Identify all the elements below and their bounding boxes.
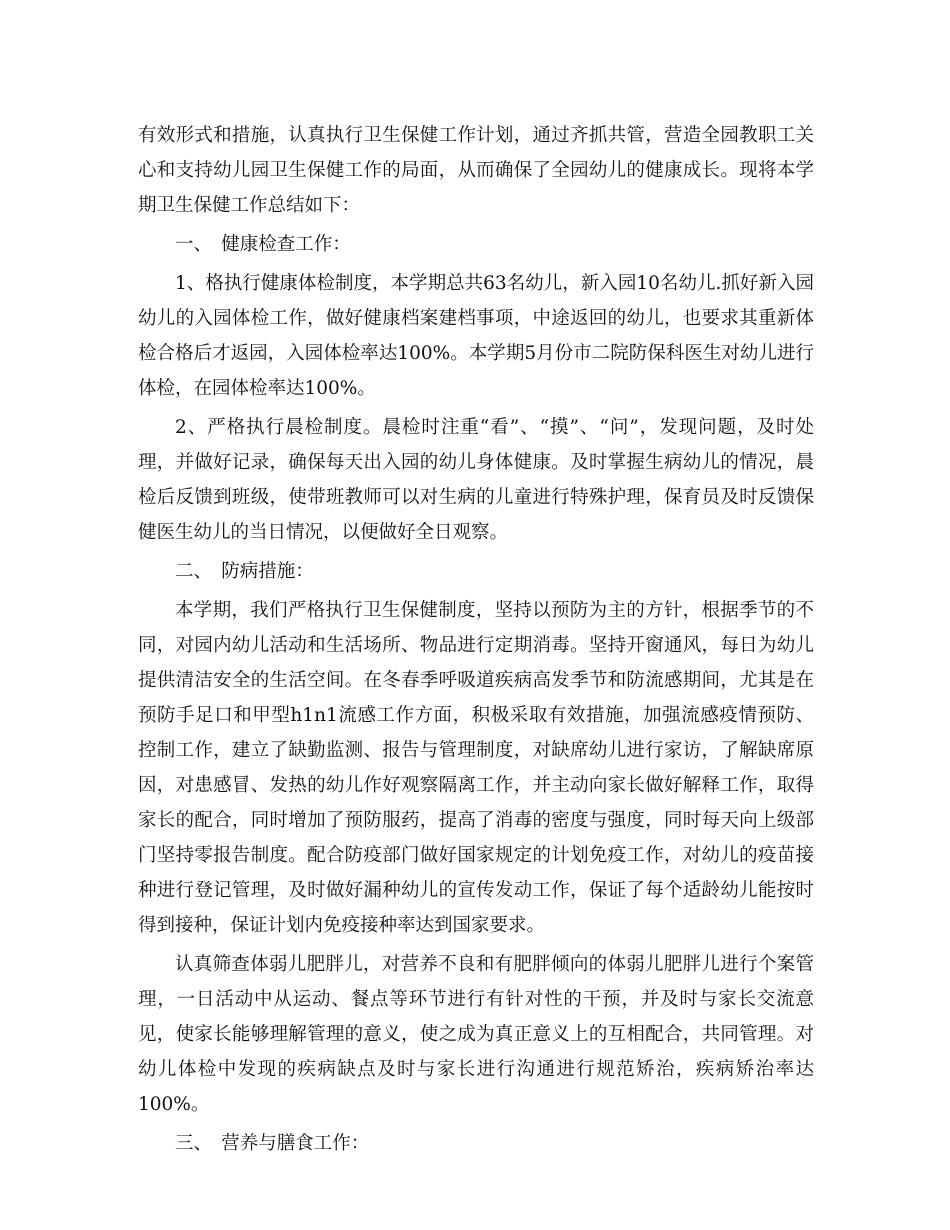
paragraph-morning-check: 2、严格执行晨检制度。晨检时注重“看”、“摸”、“问”，发现问题，及时处理，并做好记录，确保每天出入园的幼儿身体健康。及时掌握生病幼儿的情况，晨检后反馈到班级，使带班教师可以对生病的儿童进行特殊护理，保育员及时反馈保健医生幼儿的当日情况，以便做好全日观察。 — [138, 417, 814, 543]
paragraph-physical-exam: 1、格执行健康体检制度，本学期总共63名幼儿，新入园10名幼儿.抓好新入园幼儿的入园体检工作，做好健康档案建档事项，中途返回的幼儿，也要求其重新体检合格后才返园，入园体检率达100%。本学期5月份市二院防保科医生对幼儿进行体检，在园体检率达100%。 — [138, 273, 814, 399]
intro-paragraph: 有效形式和措施，认真执行卫生保健工作计划，通过齐抓共管，营造全园教职工关心和支持幼儿园卫生保健工作的局面，从而确保了全园幼儿的健康成长。现将本学期卫生保健工作总结如下： — [138, 125, 814, 216]
section-heading-disease-prevention: 二、 防病措施： — [175, 561, 314, 582]
section-heading-nutrition: 三、 营养与膳食工作： — [175, 1133, 370, 1154]
section-heading-health-check: 一、 健康检查工作： — [175, 234, 351, 255]
paragraph-prevention-measures: 本学期，我们严格执行卫生保健制度，坚持以预防为主的方针，根据季节的不同，对园内幼儿活动和生活场所、物品进行定期消毒。坚持开窗通风，每日为幼儿提供清洁安全的生活空间。在冬春季呼吸道疾病高发季节和防流感期间，尤其是在预防手足口和甲型h1n1流感工作方面，积极采取有效措施，加强流感疫情预防、控制工作，建立了缺勤监测、报告与管理制度，对缺席幼儿进行家访，了解缺席原因，对患感冒、发热的幼儿作好观察隔离工作，并主动向家长做好解释工作，取得家长的配合，同时增加了预防服药，提高了消毒的密度与强度，同时每天向上级部门坚持零报告制度。配合防疫部门做好国家规定的计划免疫工作，对幼儿的疫苗接种进行登记管理，及时做好漏种幼儿的宣传发动工作，保证了每个适龄幼儿能按时得到接种，保证计划内免疫接种率达到国家要求。 — [138, 600, 814, 936]
paragraph-weak-obese-children: 认真筛查体弱儿肥胖儿，对营养不良和有肥胖倾向的体弱儿肥胖儿进行个案管理，一日活动中从运动、餐点等环节进行有针对性的干预，并及时与家长交流意见，使家长能够理解管理的意义，使之成为真正意义上的互相配合，共同管理。对幼儿体检中发现的疾病缺点及时与家长进行沟通进行规范矫治，疾病矫治率达100%。 — [138, 954, 814, 1115]
document-body — [138, 118, 814, 1165]
